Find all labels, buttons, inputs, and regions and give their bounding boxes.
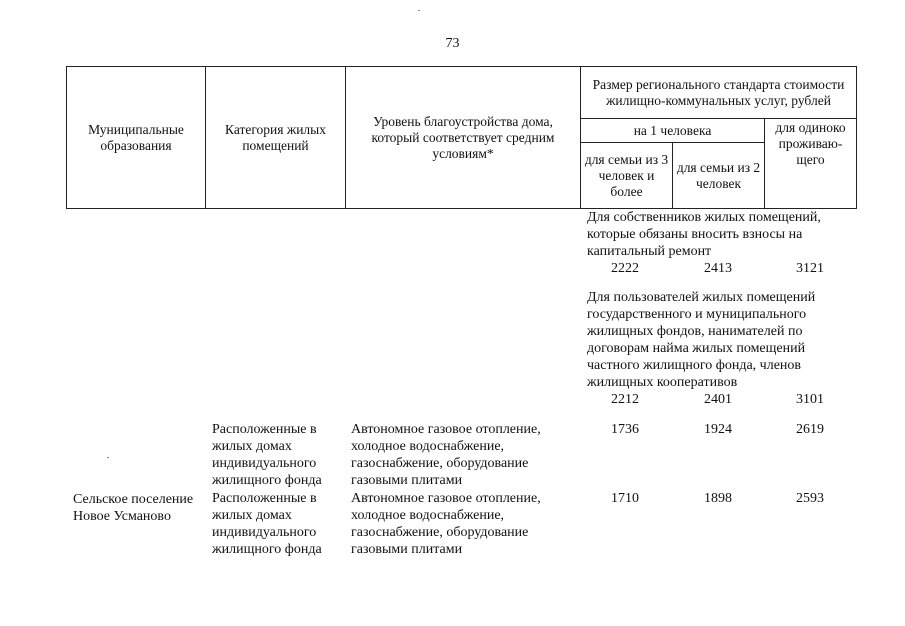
scan-speck xyxy=(107,457,109,458)
row1-value-family2: 1924 xyxy=(704,422,732,437)
header-family3: для семьи из 3 человек и более xyxy=(581,143,673,209)
users-value-family2: 2401 xyxy=(704,392,732,407)
owners-value-family3: 2222 xyxy=(611,261,639,276)
row1-level: Автономное газовое отопление, холодное водоснабжение, газоснабжение, оборудование газовыми плитами xyxy=(351,422,541,488)
scan-speck xyxy=(418,10,420,11)
row2-value-single: 2593 xyxy=(796,491,824,506)
row1-value-single: 2619 xyxy=(796,422,824,437)
owners-text: Для собственников жилых помещений, которые обязаны вносить взносы на капитальный ремонт xyxy=(587,210,821,259)
header-category: Категория жилых помещений xyxy=(206,67,346,209)
users-value-family3: 2212 xyxy=(611,392,639,407)
header-standard: Размер регионального стандарта стоимости жилищно-коммунальных услуг, рублей xyxy=(581,67,857,119)
row2-value-family2: 1898 xyxy=(704,491,732,506)
row2-category: Расположенные в жилых домах индивидуального жилищного фонда xyxy=(212,491,322,557)
row1-category: Расположенные в жилых домах индивидуального жилищного фонда xyxy=(212,422,322,488)
header-level: Уровень благоустройства дома, который соответствует средним условиям* xyxy=(346,67,581,209)
page-number: 73 xyxy=(445,36,460,51)
header-municipal: Муниципальные образования xyxy=(67,67,206,209)
header-per-person: на 1 человека xyxy=(581,119,765,143)
owners-value-single: 3121 xyxy=(796,261,824,276)
municipality-name: Сельское поселение Новое Усманово xyxy=(73,492,194,524)
users-value-single: 3101 xyxy=(796,392,824,407)
header-family2: для семьи из 2 человек xyxy=(673,143,765,209)
row2-value-family3: 1710 xyxy=(611,491,639,506)
header-single: для одиноко проживаю-щего xyxy=(765,119,857,209)
header-table xyxy=(66,66,857,209)
row1-value-family3: 1736 xyxy=(611,422,639,437)
owners-value-family2: 2413 xyxy=(704,261,732,276)
row2-level: Автономное газовое отопление, холодное водоснабжение, газоснабжение, оборудование газовыми плитами xyxy=(351,491,541,557)
users-text: Для пользователей жилых помещений государственного и муниципального жилищных фондов, нанимателей по договорам найма жилых помещений частного жилищного фонда, членов жилищных кооперативов xyxy=(587,290,816,390)
